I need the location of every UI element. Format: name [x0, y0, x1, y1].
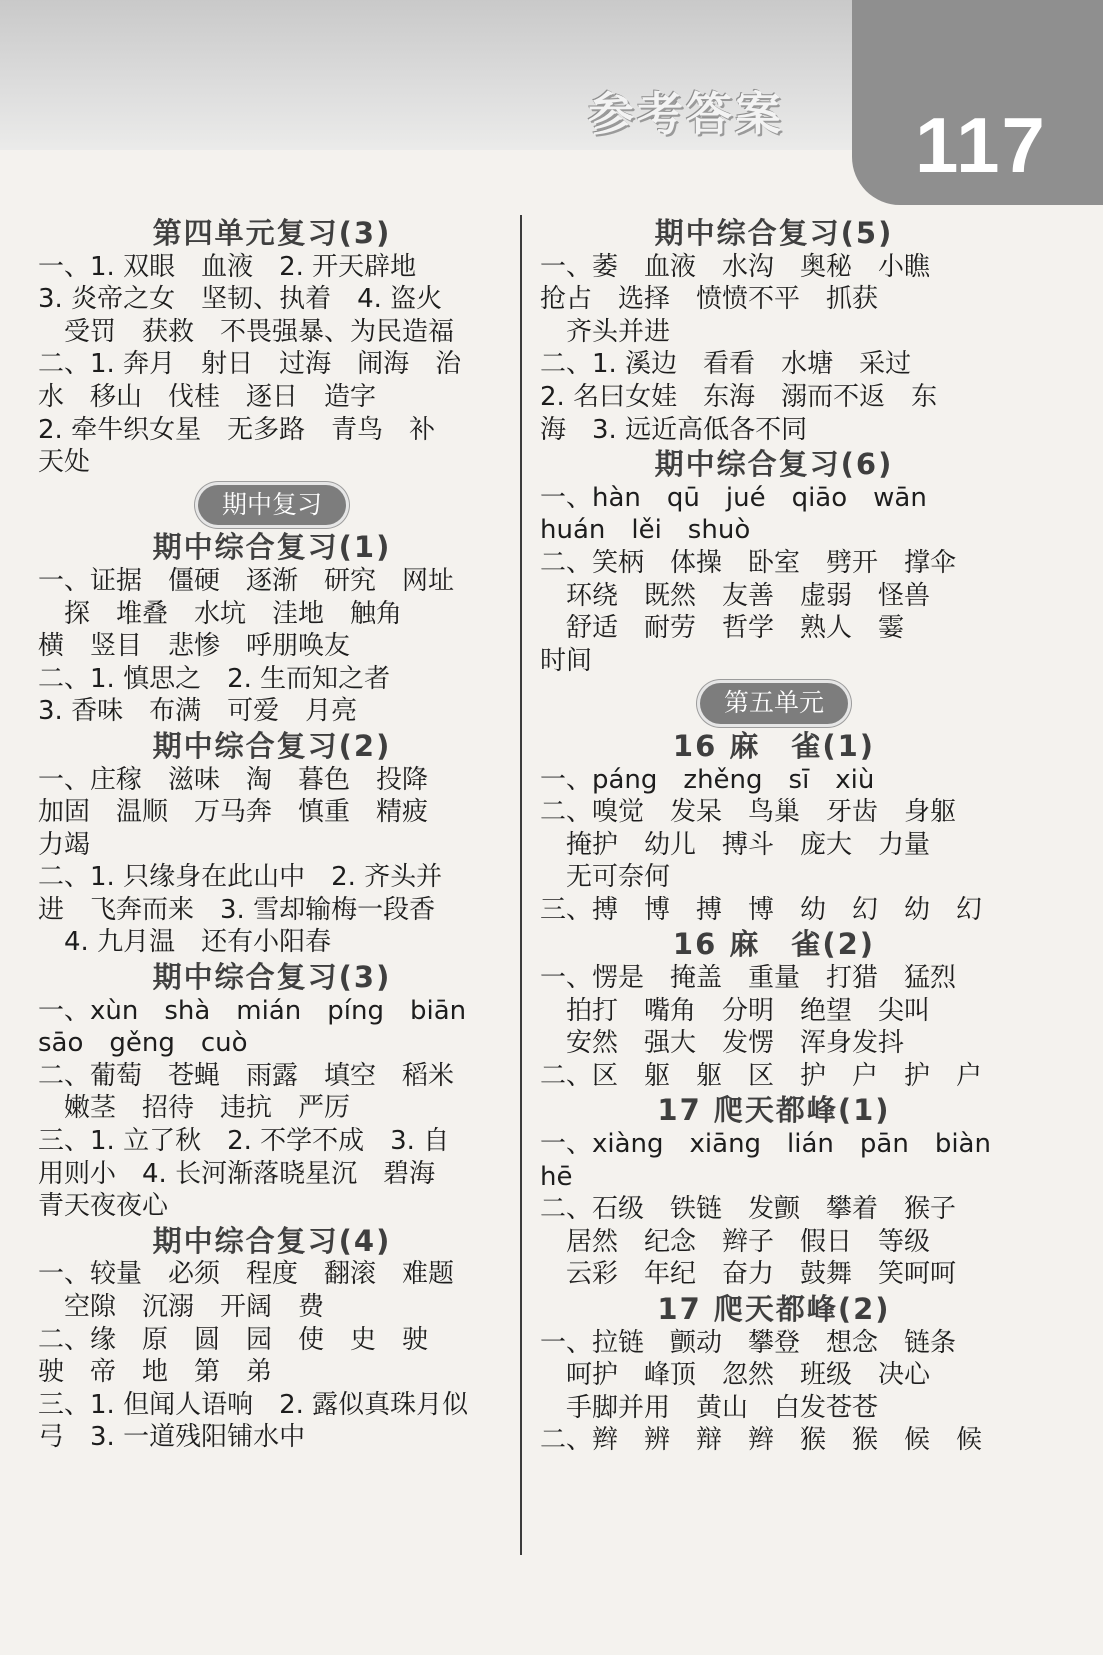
answer-line: 力竭 — [38, 829, 91, 860]
right-answer-column — [540, 215, 1008, 1457]
answer-line: 一、páng zhěng sī xiù — [540, 764, 875, 795]
answer-line: 青天夜夜心 — [38, 1191, 169, 1222]
answer-line: 4. 九月温 还有小阳春 — [38, 927, 332, 958]
section-title: 期中综合复习(5) — [654, 216, 894, 250]
answer-line: sāo gěng cuò — [38, 1028, 248, 1059]
answer-line: 嫩茎 招待 违抗 严厉 — [38, 1093, 351, 1124]
column-divider — [520, 215, 522, 1555]
answer-line: 3. 香味 布满 可爱 月亮 — [38, 696, 358, 727]
answer-line: 二、1. 奔月 射日 过海 闹海 治 — [38, 349, 462, 380]
answer-line: 拍打 嘴角 分明 绝望 尖叫 — [540, 995, 931, 1026]
answer-line: 二、缘 原 圆 园 使 史 驶 — [38, 1324, 429, 1355]
answer-line: 一、拉链 颤动 攀登 想念 链条 — [540, 1327, 957, 1358]
answer-line: 二、嗅觉 发呆 鸟巢 牙齿 身躯 — [540, 797, 957, 828]
answer-line: 空隙 沉溺 开阔 费 — [38, 1292, 325, 1322]
section-badge: 第五单元 — [700, 683, 848, 724]
answer-line: 二、区 躯 躯 区 护 户 护 户 — [540, 1060, 983, 1091]
answer-line: 一、xiàng xiāng lián pān biàn — [540, 1129, 991, 1160]
answer-line: 一、庄稼 滋味 淘 暮色 投降 — [38, 764, 429, 795]
answer-line: 二、1. 慎思之 2. 生而知之者 — [38, 663, 391, 694]
answer-line: 弓 3. 一道残阳铺水中 — [38, 1422, 306, 1453]
answer-line: 呵护 峰顶 忽然 班级 决心 — [540, 1360, 931, 1391]
answer-line: 环绕 既然 友善 虚弱 怪兽 — [540, 580, 931, 611]
answer-line: 齐头并进 — [540, 316, 671, 347]
answer-line: 二、1. 溪边 看看 水塘 采过 — [540, 349, 912, 380]
answer-line: 三、1. 但闻人语响 2. 露似真珠月似 — [38, 1389, 469, 1420]
answer-line: 一、较量 必须 程度 翻滚 难题 — [38, 1259, 455, 1290]
answer-line: 天处 — [38, 447, 91, 478]
answer-line: 抢占 选择 愤愤不平 抓获 — [540, 284, 879, 315]
section-title: 16 麻 雀(2) — [672, 927, 876, 962]
section-title: 期中综合复习(2) — [152, 728, 392, 763]
answer-line: 受罚 获救 不畏强暴、为民造福 — [38, 316, 455, 347]
answer-line: 三、搏 博 搏 博 幼 幻 幼 幻 — [540, 894, 983, 925]
answer-line: 云彩 年纪 奋力 鼓舞 笑呵呵 — [540, 1259, 957, 1290]
answer-line: 二、1. 只缘身在此山中 2. 齐头并 — [38, 862, 443, 893]
answer-line: 用则小 4. 长河渐落晓星沉 碧海 — [38, 1158, 436, 1189]
section-title: 17 爬天都峰(2) — [657, 1292, 891, 1326]
answer-line: 无可奈何 — [540, 862, 671, 893]
answer-line: 加固 温顺 万马奔 慎重 精疲 — [38, 797, 429, 828]
answer-line: 一、证据 僵硬 逐渐 研究 网址 — [38, 565, 455, 596]
answer-line: 探 堆叠 水坑 洼地 触角 — [38, 598, 403, 629]
page-number: 117 — [915, 101, 1047, 189]
answer-line: 二、石级 铁链 发颤 攀着 猴子 — [540, 1194, 957, 1225]
section-title: 期中综合复习(6) — [654, 447, 894, 482]
answer-line: 3. 炎帝之女 坚韧、执着 4. 盗火 — [38, 284, 443, 315]
answer-line: 一、萎 血液 水沟 奥秘 小瞧 — [540, 251, 931, 282]
section-title: 17 爬天都峰(1) — [657, 1093, 891, 1128]
answer-line: 驶 帝 地 第 弟 — [38, 1357, 273, 1388]
answer-line: 一、1. 双眼 血液 2. 开天辟地 — [38, 251, 417, 282]
section-title: 期中综合复习(3) — [152, 960, 392, 995]
section-badge-wrap — [540, 683, 1008, 724]
answer-line: 手脚并用 黄山 白发苍苍 — [540, 1392, 879, 1423]
page-header-title: 参考答案 — [588, 87, 784, 141]
answer-line: 掩护 幼儿 搏斗 庞大 力量 — [540, 829, 931, 860]
answer-line: 2. 牵牛织女星 无多路 青鸟 补 — [38, 414, 436, 445]
section-title: 期中综合复习(4) — [152, 1223, 392, 1258]
answer-line: 进 飞奔而来 3. 雪却输梅一段香 — [38, 894, 436, 925]
answer-line: 水 移山 伐桂 逐日 造字 — [38, 381, 377, 412]
answer-line: 2. 名曰女娃 东海 溺而不返 东 — [540, 381, 938, 412]
answer-line: 横 竖目 悲惨 呼朋唤友 — [38, 631, 351, 662]
answer-line: hē — [540, 1161, 573, 1192]
answer-line: 一、hàn qū jué qiāo wān — [540, 482, 927, 513]
answer-line: 二、葡萄 苍蝇 雨露 填空 稻米 — [38, 1060, 455, 1091]
section-badge-wrap — [38, 485, 506, 526]
answer-line: 居然 纪念 辫子 假日 等级 — [540, 1226, 931, 1257]
answer-line: 舒适 耐劳 哲学 熟人 霎 — [540, 613, 905, 644]
answer-line: huán lěi shuò — [540, 515, 751, 546]
answer-line: 二、笑柄 体操 卧室 劈开 撑伞 — [540, 547, 957, 578]
section-title: 第四单元复习(3) — [152, 216, 392, 250]
section-title: 16 麻 雀(1) — [672, 728, 876, 763]
answer-line: 时间 — [540, 645, 593, 676]
section-badge: 期中复习 — [198, 485, 346, 526]
answer-line: 海 3. 远近高低各不同 — [540, 414, 808, 445]
answer-line: 一、愣是 掩盖 重量 打猎 猛烈 — [540, 963, 957, 994]
answer-line: 一、xùn shà mián píng biān — [38, 995, 467, 1026]
answer-line: 二、辫 辨 辩 辫 猴 猴 候 候 — [540, 1425, 983, 1456]
answer-line: 三、1. 立了秋 2. 不学不成 3. 自 — [38, 1126, 450, 1157]
section-title: 期中综合复习(1) — [152, 530, 392, 565]
answer-line: 安然 强大 发愣 浑身发抖 — [540, 1028, 905, 1059]
left-answer-column — [38, 215, 506, 1454]
